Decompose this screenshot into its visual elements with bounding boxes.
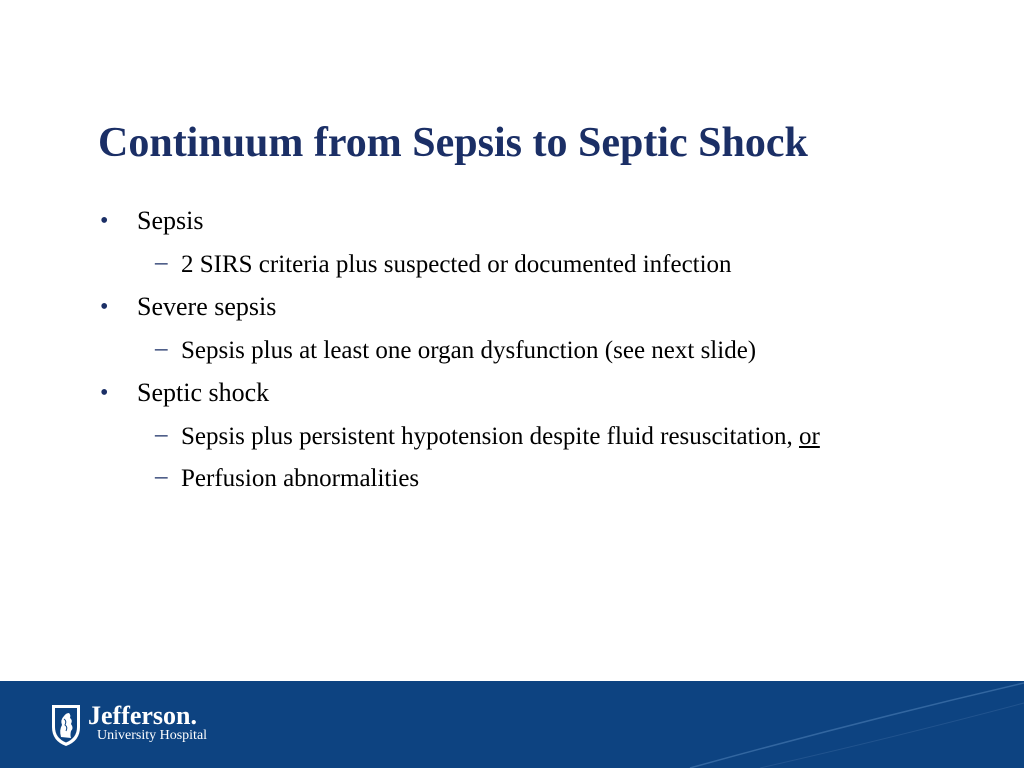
bullet-item-septic-shock xyxy=(100,378,270,408)
underlined-or: or xyxy=(799,423,820,450)
bullet-marker: • xyxy=(100,208,109,234)
bullet-text: Severe sepsis xyxy=(137,292,277,321)
footer-band xyxy=(0,681,1024,768)
bullet-marker: • xyxy=(100,294,109,320)
sub-item-text: 2 SIRS criteria plus suspected or documented infection xyxy=(181,251,732,278)
logo-subtitle: University Hospital xyxy=(97,728,208,743)
slide-title: Continuum from Sepsis to Septic Shock xyxy=(98,120,808,166)
dash-marker: – xyxy=(155,249,168,276)
logo-wordmark: Jefferson. xyxy=(88,701,198,730)
sub-item-text: Sepsis plus persistent hypotension despite fluid resuscitation, xyxy=(181,423,799,450)
bullet-marker: • xyxy=(100,380,109,406)
dash-marker: – xyxy=(155,463,168,490)
sub-item-perfusion-abnormalities xyxy=(155,463,420,494)
bullet-text: Sepsis xyxy=(137,206,204,235)
dash-marker: – xyxy=(155,421,168,448)
sub-item-sepsis-definition xyxy=(155,249,732,280)
bullet-item-severe-sepsis xyxy=(100,292,277,322)
dash-marker: – xyxy=(155,335,168,362)
bullet-text: Septic shock xyxy=(137,378,270,407)
jefferson-logo xyxy=(50,701,270,751)
sub-item-severe-sepsis-definition xyxy=(155,335,757,366)
shield-icon xyxy=(50,703,82,747)
bullet-item-sepsis xyxy=(100,206,204,236)
sub-item-text: Perfusion abnormalities xyxy=(181,465,420,492)
sub-item-septic-shock-hypotension xyxy=(155,421,820,452)
sub-item-text: Sepsis plus at least one organ dysfunction (see next slide) xyxy=(181,337,757,364)
